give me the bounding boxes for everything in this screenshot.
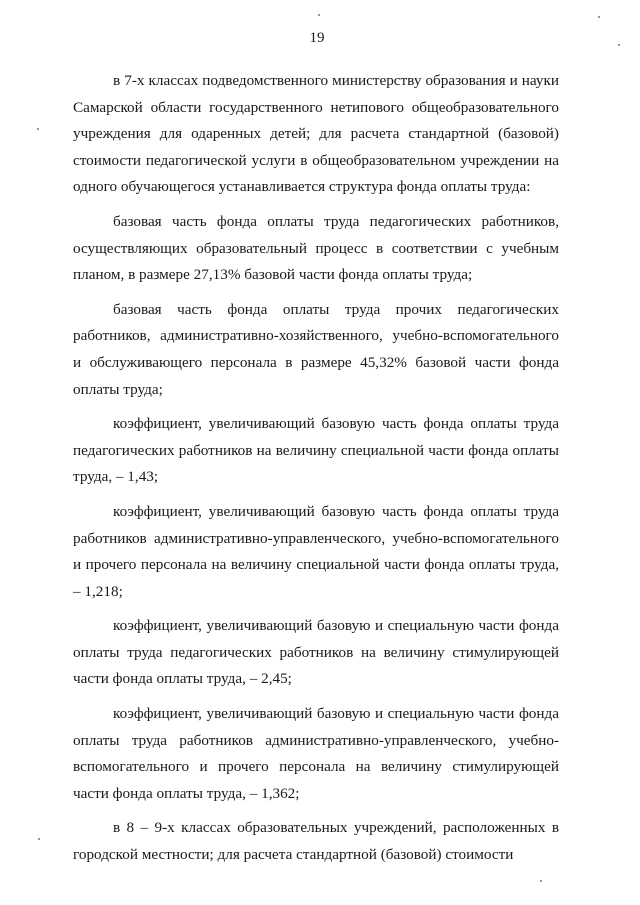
- page-number: 19: [309, 30, 325, 46]
- paragraph: в 8 – 9-х классах образовательных учреждений, расположенных в городской местности; для расчета стандартной (базовой) стоимости: [73, 819, 559, 864]
- scan-speck: [37, 128, 39, 130]
- scan-speck: [318, 14, 320, 16]
- paragraph: коэффициент, увеличивающий базовую и специальную части фонда оплаты труда работников административно-управленческого, учебно-вспомогательного и прочего персонала на величину стимулирующей части фонда оплаты труда, – 1,362;: [73, 705, 559, 802]
- document-body: [73, 68, 559, 877]
- scan-speck: [540, 880, 542, 882]
- paragraph: в 7-х классах подведомственного министерству образования и науки Самарской области государственного нетипового общеобразовательного учреждения для одаренных детей; для расчета стандартной (базовой) стоимости педагогической услуги в общеобразовательном учреждении на одного обучающегося устанавливается структура фонда оплаты труда:: [73, 72, 559, 196]
- scan-speck: [618, 44, 620, 46]
- paragraph: коэффициент, увеличивающий базовую и специальную части фонда оплаты труда педагогических работников на величину стимулирующей части фонда оплаты труда, – 2,45;: [73, 617, 559, 688]
- scan-speck: [598, 16, 600, 18]
- paragraph: базовая часть фонда оплаты труда прочих педагогических работников, административно-хозяйственного, учебно-вспомогательного и обслуживающего персонала в размере 45,32% базовой части фонда оплаты труда;: [73, 300, 559, 398]
- paragraph: коэффициент, увеличивающий базовую часть фонда оплаты труда работников административно-управленческого, учебно-вспомогательного и прочего персонала на величину специальной части фонда оплаты труда, – 1,218;: [73, 502, 559, 600]
- paragraph: коэффициент, увеличивающий базовую часть фонда оплаты труда педагогических работников на величину специальной части фонда оплаты труда, – 1,43;: [73, 415, 559, 486]
- scan-speck: [38, 838, 40, 840]
- paragraph: базовая часть фонда оплаты труда педагогических работников, осуществляющих образовательный процесс в соответствии с учебным планом, в размере 27,13% базовой части фонда оплаты труда;: [73, 212, 559, 284]
